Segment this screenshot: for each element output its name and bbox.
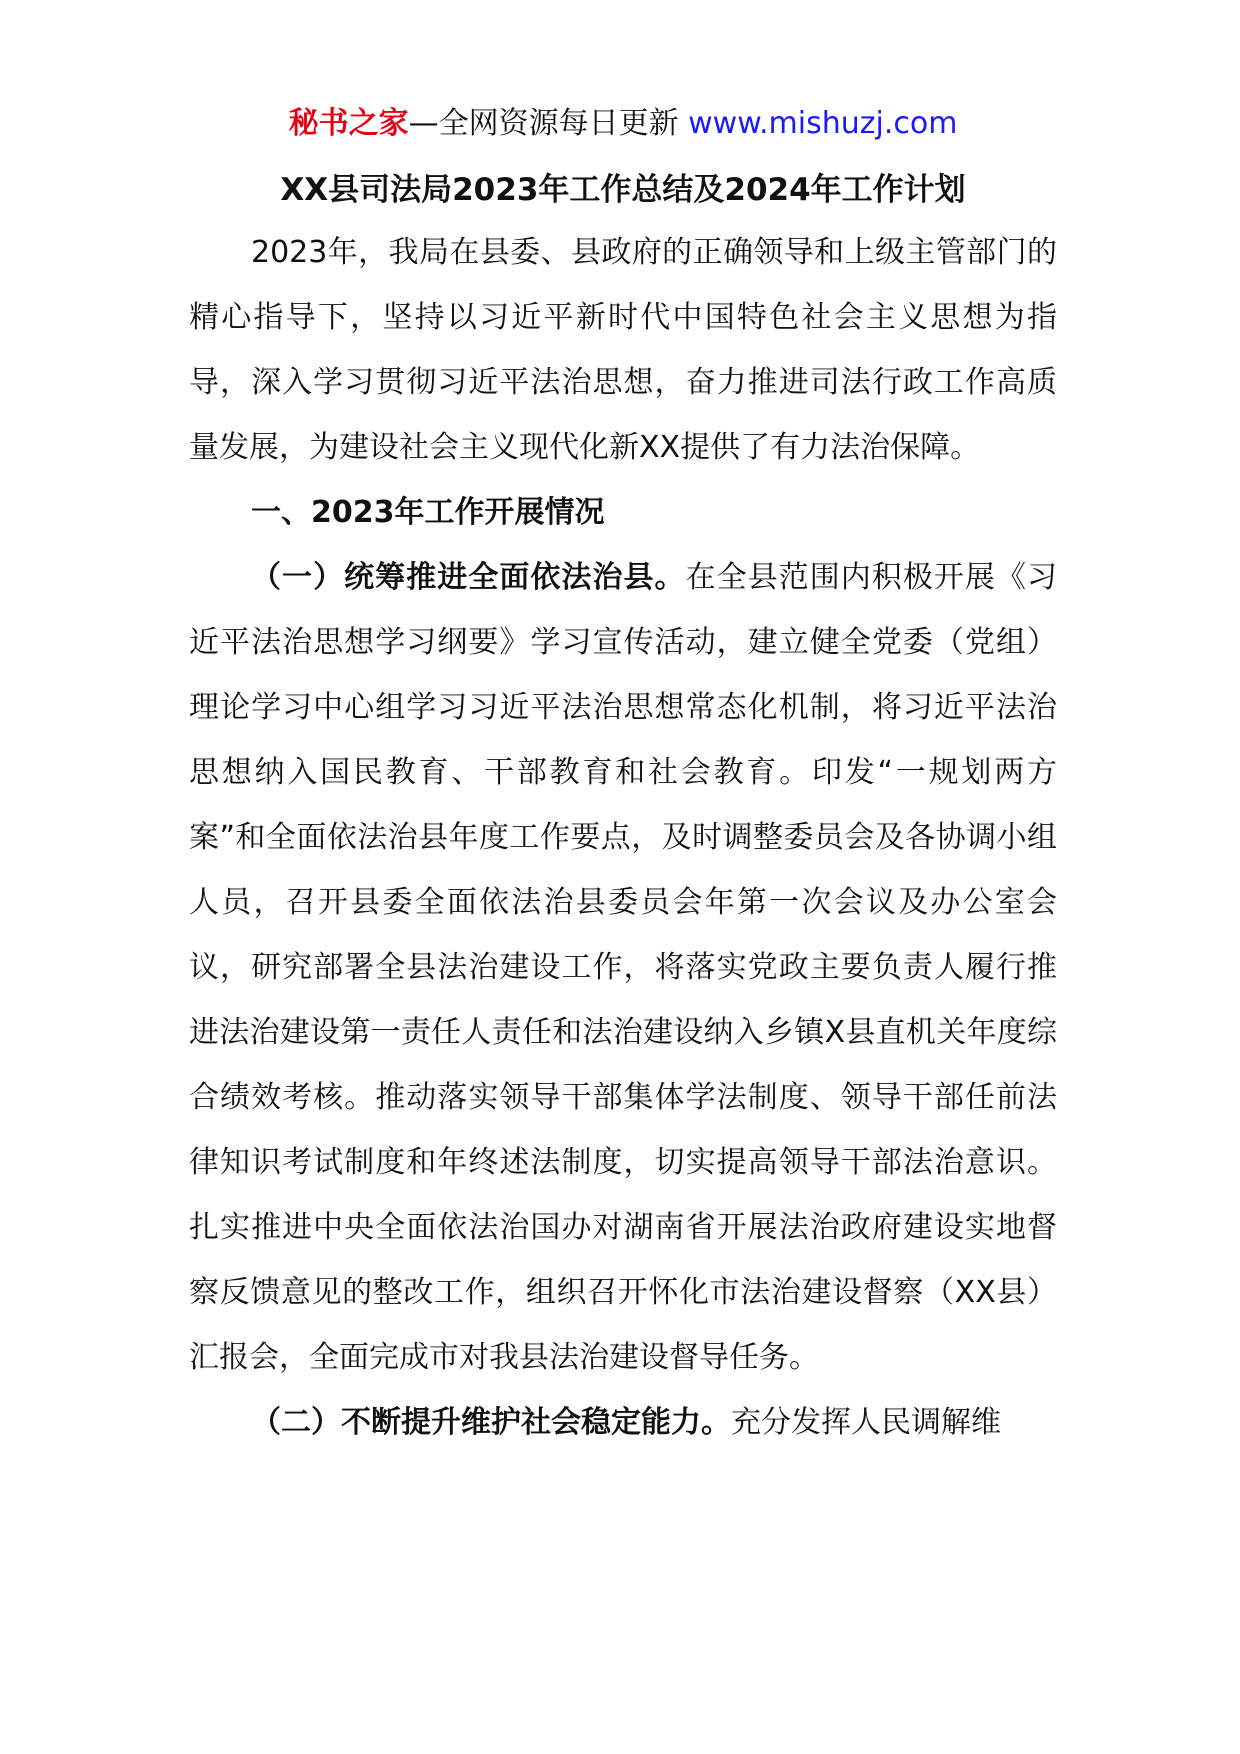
document-page — [189, 96, 1057, 1455]
site-header — [189, 96, 1057, 152]
item-body-2: 充分发挥人民调解维 — [731, 1405, 1001, 1440]
site-url-link[interactable]: www.mishuzj.com — [688, 106, 958, 141]
document-title: XX县司法局2023年工作总结及2024年工作计划 — [280, 172, 966, 208]
item-paragraph-1 — [189, 545, 1057, 1390]
item-title-1: （一）统筹推进全面依法治县。 — [251, 560, 686, 595]
section-heading: 一、2023年工作开展情况 — [251, 495, 605, 530]
item-title-2: （二）不断提升维护社会稳定能力。 — [251, 1405, 731, 1440]
brand-name: 秘书之家 — [288, 106, 409, 141]
intro-paragraph: 2023年，我局在县委、县政府的正确领导和上级主管部门的精心指导下，坚持以习近平新时代中国特色社会主义思想为指导，深入学习贯彻习近平法治思想，奋力推进司法行政工作高质量发展，为建设社会主义现代化新XX提供了有力法治保障。 — [189, 235, 1057, 465]
header-tagline: —全网资源每日更新 — [408, 106, 689, 141]
item-paragraph-2 — [189, 1390, 1057, 1455]
item-body-1: 在全县范围内积极开展《习近平法治思想学习纲要》学习宣传活动，建立健全党委（党组）理论学习中心组学习习近平法治思想常态化机制，将习近平法治思想纳入国民教育、干部教育和社会教育。印发“一规划两方案”和全面依法治县年度工作要点，及时调整委员会及各协调小组人员，召开县委全面依法治县委员会年第一次会议及办公室会议，研究部署全县法治建设工作，将落实党政主要负责人履行推进法治建设第一责任人责任和法治建设纳入乡镇X县直机关年度综合绩效考核。推动落实领导干部集体学法制度、领导干部任前法律知识考试制度和年终述法制度，切实提高领导干部法治意识。扎实推进中央全面依法治国办对湖南省开展法治政府建设实地督察反馈意见的整改工作，组织召开怀化市法治建设督察（XX县）汇报会，全面完成市对我县法治建设督导任务。 — [189, 560, 1058, 1375]
